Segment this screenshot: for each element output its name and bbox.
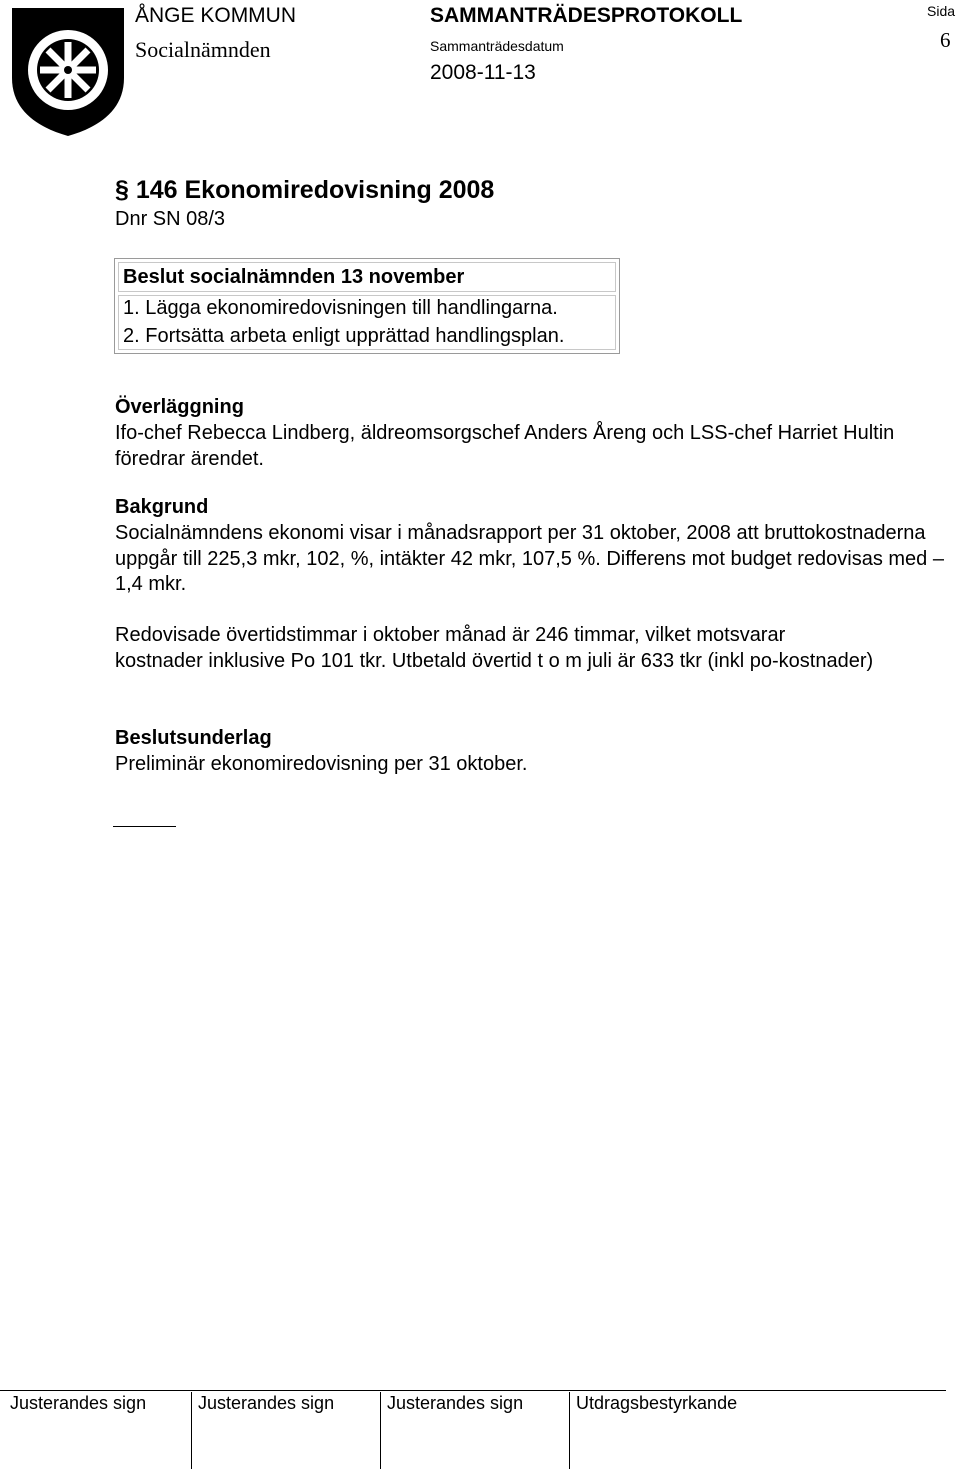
background-title: Bakgrund [115, 496, 209, 518]
meeting-date: 2008-11-13 [430, 61, 536, 84]
signature-label: Justerandes sign [198, 1393, 335, 1413]
signature-label: Justerandes sign [387, 1393, 524, 1413]
signature-label: Justerandes sign [10, 1393, 147, 1413]
deliberation-title: Överläggning [115, 396, 244, 418]
municipal-wheel-logo-icon [8, 4, 128, 138]
end-rule [113, 826, 176, 827]
document-title: SAMMANTRÄDESPROTOKOLL [430, 4, 743, 27]
certification-label: Utdragsbestyrkande [576, 1393, 738, 1413]
page-number: 6 [940, 28, 951, 52]
committee-name: Socialnämnden [135, 37, 271, 62]
deliberation-text: Ifo-chef Rebecca Lindberg, äldreomsorgschef Anders Åreng och LSS-chef Harriet Hultin föredrar ärendet. [115, 422, 895, 470]
meeting-date-label: Sammanträdesdatum [430, 38, 564, 54]
page-label: Sida [927, 3, 956, 19]
signature-line [0, 1390, 946, 1391]
basis-title: Beslutsunderlag [115, 727, 272, 749]
decision-box [114, 258, 620, 354]
basis-text: Preliminär ekonomiredovisning per 31 oktober. [115, 753, 528, 775]
item-heading: § 146 Ekonomiredovisning 2008 [115, 176, 495, 204]
diary-number: Dnr SN 08/3 [115, 208, 226, 230]
overtime-text: Redovisade övertidstimmar i oktober månad är 246 timmar, vilket motsvarar kostnader inklusive Po 101 tkr. Utbetald övertid t o m juli är 633 tkr (inkl po-kostnader) [115, 624, 874, 672]
organization-name: ÅNGE KOMMUN [135, 4, 297, 27]
decision-item: 1. Lägga ekonomiredovisningen till handlingarna. [123, 297, 558, 319]
decision-item: 2. Fortsätta arbeta enligt upprättad handlingsplan. [123, 325, 565, 347]
background-text: Socialnämndens ekonomi visar i månadsrapport per 31 oktober, 2008 att bruttokostnaderna uppgår till 225,3 mkr, 102, %, intäkter 42 mkr, 107,5 %. Differens mot budget redovisas med – 1,4 mkr. [115, 522, 944, 595]
decision-title: Beslut socialnämnden 13 november [123, 266, 465, 288]
